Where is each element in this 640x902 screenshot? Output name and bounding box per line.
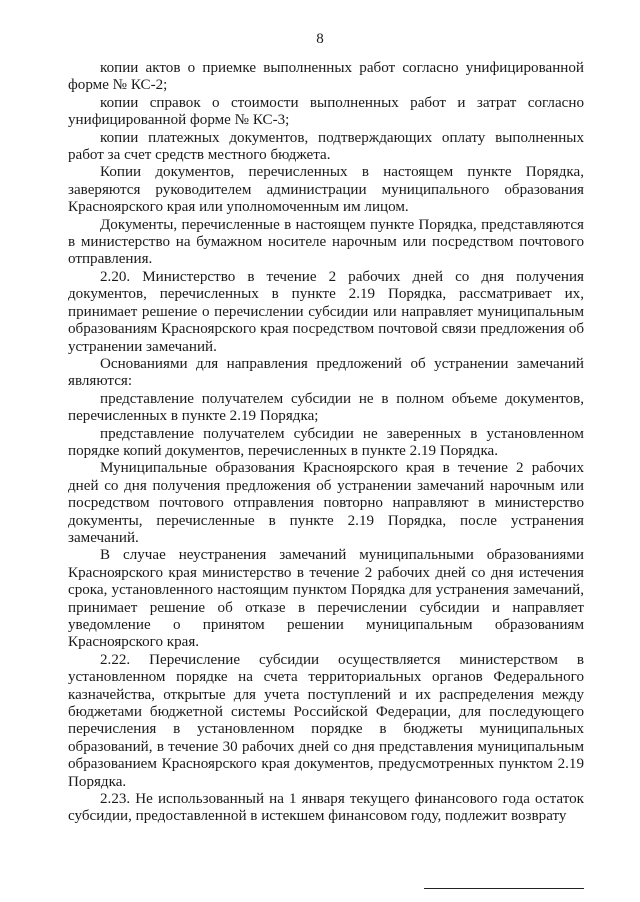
paragraph-copies-certification: Копии документов, перечисленных в настоящем пункте Порядка, заверяются руководителем администрации муниципального образования Красноярского края или уполномоченным им лицом. (68, 164, 584, 216)
page-number: 8 (316, 31, 324, 47)
paragraph-payment-documents: копии платежных документов, подтверждающих оплату выполненных работ за счет средств местного бюджета. (68, 129, 584, 164)
document-body (68, 60, 584, 826)
paragraph-clause-2-23: 2.23. Не использованный на 1 января текущего финансового года остаток субсидии, предоставленной в истекшем финансовом году, подлежит возврату (68, 791, 584, 825)
paragraph-grounds-heading: Основаниями для направления предложений об устранении замечаний являются: (68, 355, 584, 390)
paragraph-ground-uncertified: представление получателем субсидии не заверенных в установленном порядке копий документов, перечисленных в пункте 2.19 Порядка. (68, 425, 584, 459)
paragraph-ks2-acts: копии актов о приемке выполненных работ согласно унифицированной форме № КС-2; (68, 60, 584, 94)
footer-divider (424, 888, 584, 889)
paragraph-documents-submission: Документы, перечисленные в настоящем пункте Порядка, представляются в министерство на бумажном носителе нарочным или посредством почтового отправления. (68, 216, 584, 268)
paragraph-ks3-certificates: копии справок о стоимости выполненных работ и затрат согласно унифицированной форме № КС-3; (68, 94, 584, 129)
paragraph-clause-2-22: 2.22. Перечисление субсидии осуществляется министерством в установленном порядке на счета территориальных органов Федерального казначейства, открытые для учета поступлений и их распределения между бюджетами бюджетной системы Российской Федерации, для последующего перечисления в установленном порядке в бюджеты муниципальных образований, в течение 30 рабочих дней со дня представления муниципальным образованием Красноярского края документов, предусмотренных пунктом 2.19 Порядка. (68, 651, 584, 790)
paragraph-ground-incomplete: представление получателем субсидии не в полном объеме документов, перечисленных в пункте 2.19 Порядка; (68, 390, 584, 425)
paragraph-refusal: В случае неустранения замечаний муниципальными образованиями Красноярского края министерство в течение 2 рабочих дней со дня истечения срока, установленного настоящим пунктом Порядка для устранения замечаний, принимает решение об отказе в перечислении субсидии и направляет уведомление о принятом решении муниципальным образованиям Красноярского края. (68, 547, 584, 651)
paragraph-resubmission: Муниципальные образования Красноярского края в течение 2 рабочих дней со дня получения предложения об устранении замечаний нарочным или посредством почтового отправления повторно направляют в министерство документы, перечисленные в пункте 2.19 Порядка, после устранения замечаний. (68, 460, 584, 546)
paragraph-clause-2-20: 2.20. Министерство в течение 2 рабочих дней со дня получения документов, перечисленных в пункте 2.19 Порядка, рассматривает их, принимает решение о перечислении субсидии или направляет муниципальным образованиям Красноярского края посредством почтовой связи предложения об устранении замечаний. (68, 268, 584, 355)
